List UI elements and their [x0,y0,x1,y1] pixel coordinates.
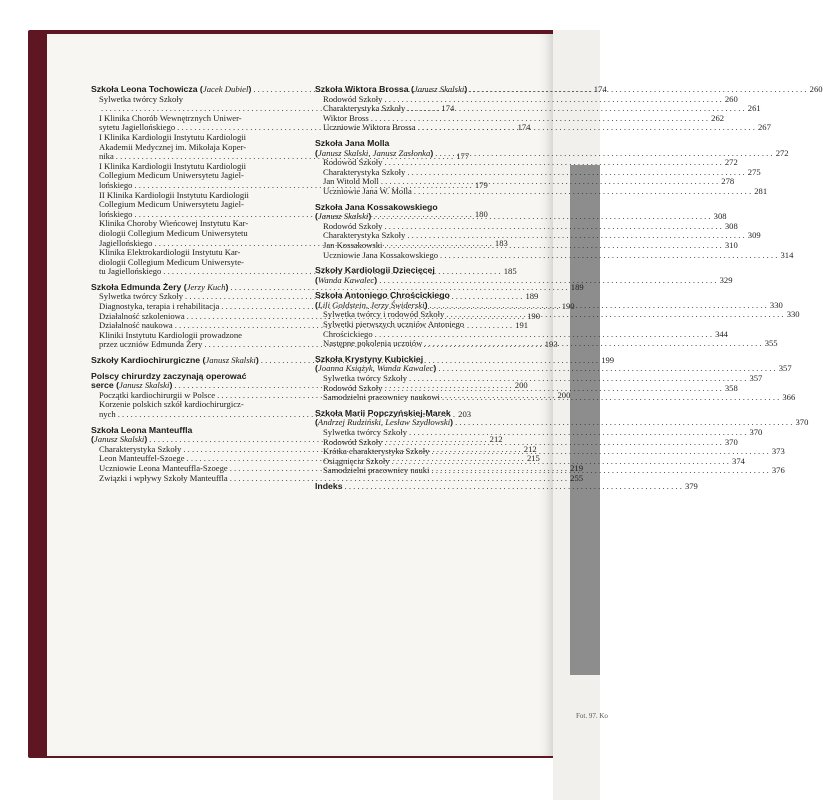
section-heading: (Janusz Skalski) [91,434,148,445]
heading-text: ( [91,434,94,445]
page-number: 329 [719,274,733,285]
page-number: 272 [775,147,789,158]
page-number: 203 [458,409,472,419]
page-number: 370 [795,417,809,428]
entry-title: Charakterystyka Szkoły [99,443,182,454]
heading-author: Janusz Skalski [205,355,256,366]
entry-title: Samodzielni pracownicy nauki [323,465,430,476]
page-number: 330 [786,309,800,320]
heading-text: ( [315,299,318,310]
heading-text: ( [315,211,318,222]
section-heading-line [315,274,733,286]
page-number: 309 [747,230,761,241]
heading-text: ( [315,274,318,285]
page-number: 191 [515,320,529,331]
page-number: 215 [526,453,540,464]
page-number: 281 [754,185,768,196]
entry-title: Związki i wpływy Szkoły Manteuffla [99,472,228,483]
page-number: 370 [749,427,763,437]
section-heading: Szkoła Marii Popczyńskiej-Marek [315,407,451,418]
section-heading: (Janusz Skalski) [315,211,372,222]
page-number: 177 [456,151,470,162]
heading-text: Szkoła Edmunda Żery ( [91,281,187,292]
toc-entry [315,122,771,133]
entry-title: przez uczniów Edmunda Żery [99,339,203,350]
section-heading: (Andrzej Rudziński, Lesław Szydłowski) [315,417,454,428]
entry-title: Chrościckiego [323,328,373,339]
dot-leader [444,310,785,320]
entry-title-line: Akademii Medycznej im. Mikołaja Koper- [99,141,247,152]
entry-title: Rodowód Szkoły [323,157,383,168]
heading-author: Janusz Skalski [93,434,145,445]
page-number: 212 [523,443,537,454]
entry-title: tu Jagiellońskiego [99,266,162,277]
entry-title: Działalność szkoleniowa [99,310,185,321]
page-number: 193 [544,339,558,350]
page-number: 373 [771,446,785,457]
entry-title: Leon Manteuffel-Szoege [99,453,185,464]
section-heading: Szkoły Kardiochirurgiczne (Janusz Skalski) [91,355,259,366]
section-heading: Szkoła Wiktora Brossa (Janusz Skalski) [315,84,468,94]
entry-title: Uczniowie Jana W. Molla [323,185,412,196]
toc-section [315,201,794,261]
entry-title: Sylwetka twórcy Szkoły [323,373,408,384]
heading-text: ( [315,417,318,428]
entry-title-line: diologii Collegium Medicum Uniwersytetu [99,227,248,238]
page-number: 260 [809,84,823,94]
page-number: 376 [771,465,785,476]
page-number: 189 [525,291,539,302]
section-heading: Szkoła Antoniego Chrościckiego [315,290,450,301]
entry-title-line: I Klinika Chorób Wewnętrznych Uniwer- [99,112,242,123]
page-number: 275 [747,166,761,177]
section-heading: (Joanna Książyk, Wanda Kawalec) [315,363,437,374]
entry-title-line: diologii Collegium Medicum Uniwersyte- [99,256,244,267]
page-number: 174 [441,103,455,114]
entry-title: Jagiellońskiego [99,237,153,248]
heading-author: Wanda Kawalec [317,274,375,285]
page-number: 344 [715,328,728,339]
entry-title: Rodowód Szkoły [323,436,383,447]
toc-section [315,137,789,197]
entry-title: Jan Witold Moll [323,176,379,187]
entry-title-line: Kliniki Instytutu Kardiologii prowadzone [99,329,242,340]
entry-line [99,472,584,484]
dot-leader [412,187,753,197]
page-number: 261 [747,103,761,114]
entry-title: Rodowód Szkoły [323,93,383,104]
page-number: 308 [713,211,727,222]
entry-title: Uczniowie Jana Kossakowskiego [323,249,439,260]
entry-title: Rodowód Szkoły [323,220,383,231]
entry-title: Charakterystyka Szkoły [323,230,406,241]
page-number: 330 [769,299,783,310]
page-number: 179 [474,179,488,190]
heading-text: Indeks [315,480,343,491]
entry-title-line: Klinika Elektrokardiologii Instytutu Kar- [99,247,241,258]
page-number: 358 [724,382,738,393]
entry-title: Uczniowie Leona Manteuffla-Szoege [99,462,228,473]
page-number: 272 [724,157,738,168]
section-heading: Polscy chirurdzy zaczynają operować [91,370,247,381]
heading-author: Jacek Dubiel [202,84,249,94]
dot-leader [377,276,718,286]
page-number: 267 [758,122,771,133]
page-number: 200 [557,389,571,400]
toc-section [315,265,733,285]
toc-entry [91,472,584,484]
page-number: 370 [724,436,738,447]
entry-title: Początki kardiochirurgii w Polsce [99,389,216,400]
entry-title: nych [99,409,116,419]
heading-text: Szkoły Kardiochirurgiczne ( [91,355,206,366]
entry-title: Sylwetka twórcy Szkoły [323,427,408,437]
entry-title: Działalność naukowa [99,320,173,331]
entry-title-line: Collegium Medicum Uniwersytetu Jagiel- [99,170,244,181]
page-number: 174 [517,122,531,133]
heading-author: Janusz Skalski [317,211,369,222]
page-number: 189 [570,281,584,292]
entry-title: Krótka charakterystyka Szkoły [323,446,430,457]
section-heading-line [315,480,698,492]
entry-title: Charakterystyka Szkoły [323,103,406,114]
entry-title-line: Sylwetka twórcy Szkoły [99,93,184,104]
page-number: 355 [764,338,778,349]
dot-leader [438,251,779,261]
page-number: 260 [724,93,738,104]
heading-author: Andrzej Rudziński, Lesław Szydłowski [317,417,451,428]
page-number: 379 [684,480,698,491]
entry-title-line: I Klinika Kardiologii Instytutu Kardiologii [99,131,247,142]
entry-title: Sylwetka twórcy Szkoły [99,291,184,302]
section-heading: Szkoła Krystyny Kubickiej [315,353,424,364]
page-number: 278 [721,176,735,187]
page-number: 310 [724,239,738,250]
page-number: 190 [561,301,575,312]
entry-title: Charakterystyka Szkoły [323,166,406,177]
page-number: 357 [778,363,792,374]
entry-title: Diagnostyka, terapia i rehabilitacja [99,301,220,312]
page-number: 190 [527,310,540,321]
entry-title-line: I Klinika Kardiologii Instytutu Kardiologii [99,160,247,171]
entry-title-line: Sylwetki pierwszych uczniów Antoniego [323,319,465,330]
entry-title-line: Klinika Choroby Wieńcowej Instytutu Kar- [99,218,249,229]
heading-text: serce ( [91,380,120,391]
entry-title: lońskiego [99,179,133,190]
page-number: 366 [782,392,796,403]
entry-title: nika [99,151,114,162]
section-heading [315,482,343,492]
page-number: 200 [514,380,528,391]
page-number: 180 [474,208,488,219]
section-heading: Szkoły Kardiologii Dziecięcej [315,265,435,276]
entry-title: Sylwetka twórcy i rodowód Szkoły [323,309,445,320]
entry-title: Samodzielni pracownicy naukowi [323,392,440,403]
dot-leader [343,482,684,492]
dot-leader [440,389,781,403]
heading-author: Jerzy Kuch [186,281,226,292]
section-heading: Szkoła Jana Molla [315,137,390,148]
heading-author: Janusz Skalski [119,380,170,391]
entry-title: sytetu Jagiellońskiego [99,122,176,133]
entry-title: Uczniowie Wiktora Brossa [323,122,416,133]
entry-title: Osiągnięcia Szkoły [323,455,390,466]
heading-author: Joanna Książyk, Wanda Kawalec [317,363,434,374]
entry-title: Wiktor Bross [323,112,369,123]
section-heading: Szkoła Jana Kossakowskiego [315,201,438,212]
page-number: 374 [732,455,745,466]
heading-text: ( [315,147,318,158]
facing-page-caption: Fot. 97. Ko [576,712,608,720]
heading-text: ( [315,363,318,374]
entry-title: Następne pokolenia uczniów [323,338,423,349]
toc-entry [315,319,728,339]
toc-section [315,480,698,492]
page-number: 314 [780,249,794,260]
dot-leader [429,462,770,476]
entry-title: Rodowód Szkoły [323,382,383,393]
entry-line [323,185,768,197]
section-heading: Szkoła Edmunda Żery (Jerzy Kuch) [91,281,229,292]
dot-leader [422,339,763,349]
page-number: 255 [570,472,584,483]
section-heading: (Wanda Kawalec) [315,274,378,285]
toc-entry [315,185,768,197]
page-number: 199 [601,355,615,366]
section-heading: Szkoła Leona Manteuffla [91,424,193,435]
entry-title-line: II Klinika Kardiologii Instytutu Kardiologii [99,189,249,200]
page-number: 212 [489,434,503,445]
section-heading: Szkoła Leona Tochowicza (Jacek Dubiel) [91,84,252,94]
page-number: 183 [494,237,508,248]
heading-text: Szkoła Wiktora Brossa ( [315,84,414,94]
section-heading: (Janusz Skalski, Janusz Zasłonka) [315,147,434,158]
entry-title-line: Collegium Medicum Uniwersytetu Jagiel- [99,199,244,210]
section-heading: serce (Janusz Skalski) [91,380,173,391]
entry-title-line: Korzenie polskich szkół kardiochirurgicz- [99,399,244,410]
heading-author: Janusz Skalski, Janusz Zasłonka [317,147,431,158]
heading-author: Janusz Skalski [413,84,465,94]
page-number: 174 [593,84,607,94]
heading-author: Lili Goldstein, Jerzy Świderski [317,299,425,310]
page-number: 262 [711,112,725,123]
section-heading: (Lili Goldstein, Jerzy Świderski) [315,299,428,310]
entry-title: lońskiego [99,208,133,219]
entry-title: Jan Kossakowski [323,239,383,250]
page-number: 308 [724,220,738,231]
heading-text: Szkoła Leona Tochowicza ( [91,84,203,94]
dot-leader [416,123,757,133]
page-number: 185 [503,266,517,277]
entry-line [323,122,771,133]
page-number: 219 [570,462,584,473]
page-number: 357 [749,373,763,384]
toc-entry [315,249,794,261]
entry-line [323,249,794,261]
